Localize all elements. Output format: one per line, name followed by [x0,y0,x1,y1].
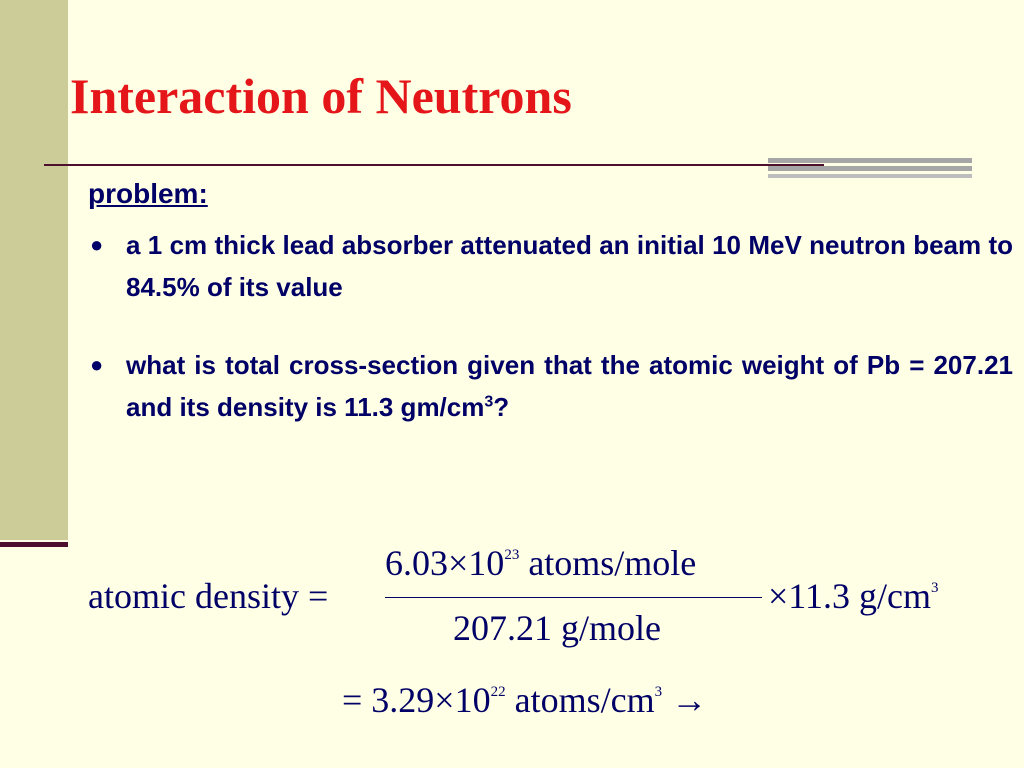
multiplier-prefix: ×11.3 g/cm [768,576,931,616]
multiplier-exponent: 3 [930,580,939,596]
title-divider [44,164,824,166]
fraction-bar [385,597,762,598]
numerator-suffix: atoms/mole [519,543,697,583]
slide-body [88,174,1013,428]
bullet-item-2 [90,344,1013,428]
equation-lhs: atomic density = [88,576,329,616]
result-unit: atoms/cm [505,680,655,720]
gray-bar-2 [768,166,972,171]
numerator-exponent: 23 [504,547,520,563]
result-unit-exponent: 3 [654,684,663,700]
equation-result [342,680,707,720]
bullet-superscript: 3 [484,393,494,411]
bullet-dot-icon: ● [90,232,104,257]
result-prefix: = 3.29×10 [342,680,491,720]
slide-title: Interaction of Neutrons [70,68,572,124]
bullet-item-1 [90,224,1013,308]
bullet-text-1: a 1 cm thick lead absorber attenuated an initial 10 MeV neutron beam to 84.5% of its value [126,230,1013,302]
left-decorative-bar [0,0,68,540]
bullet-suffix: ? [493,392,510,422]
problem-heading: problem: [88,178,208,209]
equation-multiplier [768,576,938,616]
bullet-text-2: what is total cross-section given that the atomic weight of Pb = 207.21 and its density is 11.3 gm/cm [126,350,1013,422]
bullet-dot-icon: ● [90,352,104,377]
equation-numerator [385,543,696,583]
equation-denominator: 207.21 g/mole [453,608,661,648]
result-exponent: 22 [490,684,506,700]
numerator-prefix: 6.03×10 [385,543,505,583]
gray-bar-1 [768,158,972,163]
left-bar-underline [0,542,68,547]
arrow-icon: → [662,680,708,720]
